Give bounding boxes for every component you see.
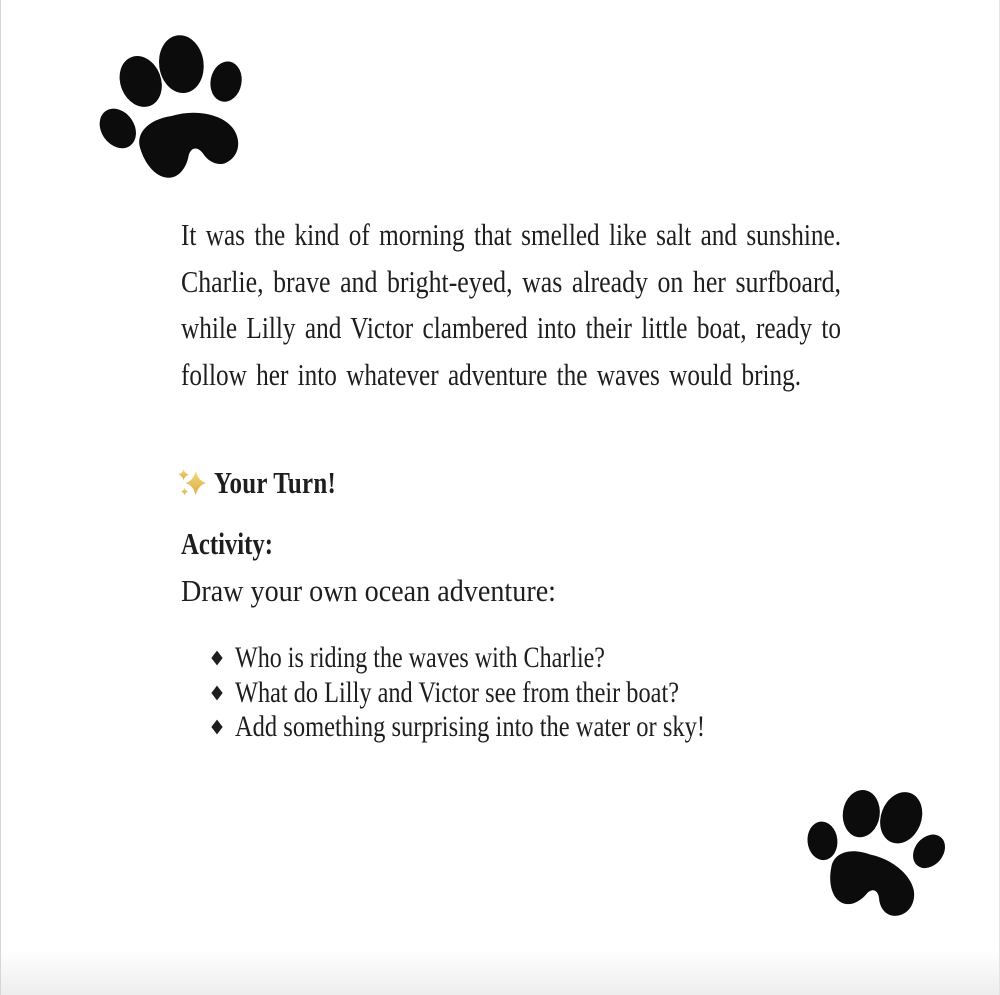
activity-prompt xyxy=(181,574,594,608)
list-item xyxy=(211,641,811,676)
story-line: while Lilly and Victor clambered into their little boat, ready to xyxy=(181,310,841,345)
story-line: follow her into whatever adventure the waves would bring. xyxy=(181,356,802,392)
sparkles-icon xyxy=(177,468,207,498)
list-item xyxy=(211,676,811,711)
page-bottom-shadow xyxy=(1,949,999,995)
diamond-bullet-icon xyxy=(211,651,222,666)
diamond-bullet-icon xyxy=(211,720,222,735)
activity-bullet-list xyxy=(211,641,811,745)
your-turn-label: Your Turn! xyxy=(214,465,337,500)
bullet-text: What do Lilly and Victor see from their boat? xyxy=(235,675,680,709)
bullet-text: Who is riding the waves with Charlie? xyxy=(235,641,605,674)
list-item xyxy=(211,710,811,745)
story-line: Charlie, brave and bright-eyed, was already on her surfboard, xyxy=(181,263,841,299)
paw-print-icon xyxy=(778,761,971,949)
activity-heading xyxy=(181,527,296,561)
paw-print-icon xyxy=(72,13,279,216)
bullet-text: Add something surprising into the water or sky! xyxy=(235,710,705,743)
diamond-bullet-icon xyxy=(211,685,222,700)
story-line: It was the kind of morning that smelled like salt and sunshine. xyxy=(181,217,842,252)
activity-prompt-label: Draw your own ocean adventure: xyxy=(181,573,556,608)
your-turn-heading xyxy=(177,466,365,500)
story-paragraph xyxy=(181,212,846,398)
activity-heading-label: Activity: xyxy=(181,526,273,561)
